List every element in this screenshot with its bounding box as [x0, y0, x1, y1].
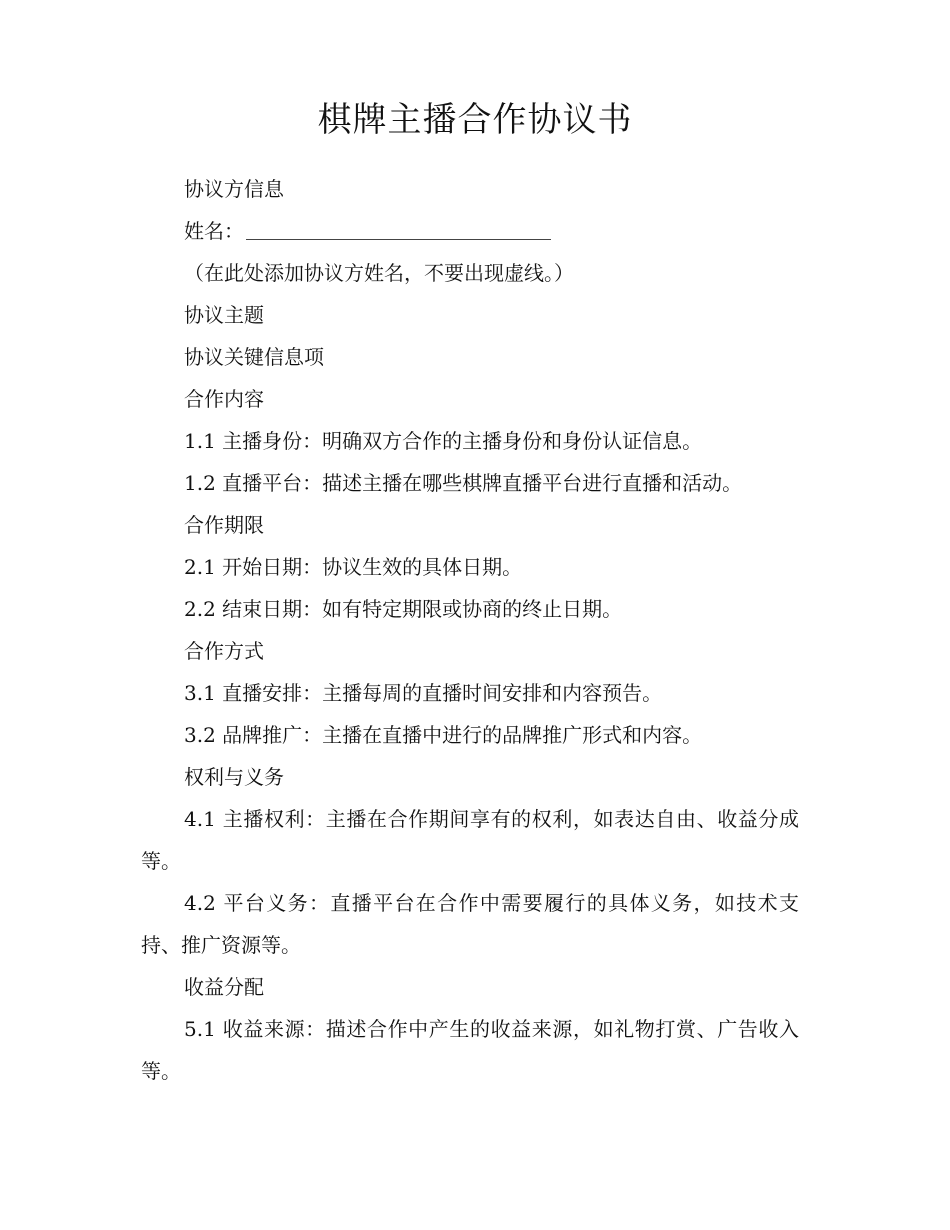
name-blank-line	[246, 213, 551, 240]
clause-1-2: 1.2 直播平台：描述主播在哪些棋牌直播平台进行直播和活动。	[184, 471, 743, 495]
section-heading-cooperation-content: 合作内容	[184, 387, 264, 411]
clause-5-1: 5.1 收益来源：描述合作中产生的收益来源，如礼物打赏、广告收入等。	[141, 1017, 799, 1083]
key-info-heading: 协议关键信息项	[184, 345, 324, 369]
name-label: 姓名：	[184, 219, 244, 243]
section-heading-cooperation-period: 合作期限	[184, 513, 264, 537]
section-heading-cooperation-method: 合作方式	[184, 639, 264, 663]
clause-3-1: 3.1 直播安排：主播每周的直播时间安排和内容预告。	[184, 681, 663, 705]
section-heading-rights-obligations: 权利与义务	[184, 765, 284, 789]
document-body	[141, 168, 799, 1092]
subject-heading: 协议主题	[184, 303, 264, 327]
clause-4-2: 4.2 平台义务：直播平台在合作中需要履行的具体义务，如技术支持、推广资源等。	[141, 891, 799, 957]
name-note: （在此处添加协议方姓名，不要出现虚线。）	[184, 261, 574, 285]
party-info-heading: 协议方信息	[184, 177, 284, 201]
clause-1-1: 1.1 主播身份：明确双方合作的主播身份和身份认证信息。	[184, 429, 703, 453]
document-title: 棋牌主播合作协议书	[317, 100, 633, 140]
clause-3-2: 3.2 品牌推广：主播在直播中进行的品牌推广形式和内容。	[184, 723, 703, 747]
section-heading-revenue-sharing: 收益分配	[184, 975, 264, 999]
clause-4-1: 4.1 主播权利：主播在合作期间享有的权利，如表达自由、收益分成等。	[141, 807, 799, 873]
clause-2-2: 2.2 结束日期：如有特定期限或协商的终止日期。	[184, 597, 623, 621]
clause-2-1: 2.1 开始日期：协议生效的具体日期。	[184, 555, 523, 579]
name-field-row	[141, 210, 799, 252]
